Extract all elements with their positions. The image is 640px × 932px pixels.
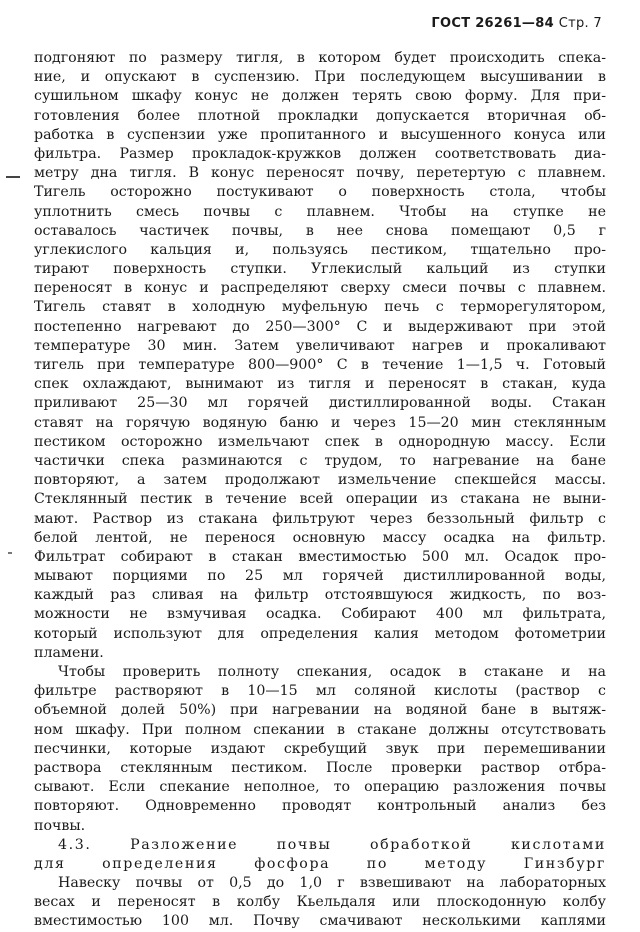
margin-mark	[6, 176, 20, 178]
text-line: ставят на горячую водяную баню и через 15—20 мин стеклянным	[34, 414, 606, 431]
text-line: ние, и опускают в суспензию. При последующем высушивании в	[34, 69, 606, 86]
text-line: раствора стеклянным пестиком. После проверки раствор отбра-	[34, 759, 606, 776]
text-line: частички спека разминаются с трудом, то нагревание на бане	[34, 452, 606, 469]
text-line: Навеску почвы от 0,5 до 1,0 г взвешивают на лабораторных	[58, 875, 606, 892]
text-line: углекислого кальция и, пользуясь пестиком, тщательно про-	[34, 241, 606, 258]
text-line: Фильтрат собирают в стакан вместимостью 500 мл. Осадок про-	[34, 548, 606, 565]
text-line: тигель при температуре 800—900° С в течение 1—1,5 ч. Готовый	[34, 357, 606, 373]
text-line: подгоняют по размеру тигля, в котором будет происходить спека-	[34, 50, 606, 66]
text-line: тирают поверхность ступки. Углекислый кальций из ступки	[34, 261, 606, 278]
text-line: сушильном шкафу конус не должен терять свою форму. Для при-	[34, 88, 606, 105]
text-line: песчинки, которые издают скребущий звук при перемешивании	[34, 740, 606, 757]
text-line: белой лентой, не перенося основную массу осадка на фильтр.	[34, 529, 606, 546]
text-line: приливают 25—30 мл горячей дистиллированной воды. Стакан	[34, 395, 606, 412]
text-line: пламени.	[34, 644, 104, 661]
text-line: мают. Раствор из стакана фильтруют через беззольный фильтр с	[34, 510, 606, 527]
text-line: который используют для определения калия методом фотометрии	[34, 625, 606, 642]
text-line: повторяют, а затем продолжают измельчение спекшейся массы.	[34, 472, 606, 489]
text-line: готовления более плотной прокладки допускается вторичная об-	[34, 107, 606, 124]
text-line: уплотнить смесь почвы с плавнем. Чтобы на ступке не	[34, 203, 606, 220]
text-line: пестиком осторожно измельчают спек в однородную массу. Если	[34, 433, 606, 450]
text-line: фильтра. Размер прокладок-кружков должен соответствовать диа-	[34, 145, 606, 162]
text-line: весах и переносят в колбу Кьельдаля или плоскодонную колбу	[34, 894, 606, 911]
text-line: работка в суспензии уже пропитанного и высушенного конуса или	[34, 126, 606, 143]
margin-tick	[8, 552, 12, 554]
section-heading: для определения фосфора по методу Гинзбург	[34, 855, 606, 872]
body-text	[34, 49, 606, 932]
text-line: сывают. Если спекание неполное, то операцию разложения почвы	[34, 779, 606, 796]
standard-number: ГОСТ 26261—84	[431, 16, 554, 31]
text-line: объемной долей 50%) при нагревании на водяной бане в вытяж-	[34, 702, 606, 719]
text-line: метру дна тигля. В конус переносят почву, перетертую с плавнем.	[34, 165, 606, 182]
text-line: почвы.	[34, 817, 86, 834]
text-line: вместимостью 100 мл. Почву смачивают несколькими каплями	[34, 913, 606, 930]
text-line: переносят в конус и распределяют сверху смеси почвы с плавнем.	[34, 280, 606, 297]
text-line: температуре 30 мин. Затем увеличивают нагрев и прокаливают	[34, 337, 606, 354]
text-line: повторяют. Одновременно проводят контрольный анализ без	[34, 798, 606, 815]
text-line: мывают порциями по 25 мл горячей дистиллированной воды,	[34, 568, 606, 585]
text-line: ном шкафу. При полном спекании в стакане должны отсутствовать	[34, 721, 606, 738]
text-line: Тигель ставят в холодную муфельную печь с терморегулятором,	[34, 299, 606, 316]
text-line: оставалось частичек почвы, в нее снова помещают 0,5 г	[34, 222, 606, 239]
text-line: спек охлаждают, вынимают из тигля и переносят в стакан, куда	[34, 376, 606, 393]
text-line: постепенно нагревают до 250—300° С и выдерживают при этой	[34, 318, 606, 335]
text-line: фильтре растворяют в 10—15 мл соляной кислоты (раствор с	[34, 683, 606, 700]
section-heading: 4.3. Разложение почвы обработкой кислотами	[58, 836, 606, 853]
text-line: Стеклянный пестик в течение всей операции из стакана не выни-	[34, 491, 606, 508]
text-line: можности не взмучивая осадка. Собирают 400 мл фильтрата,	[34, 606, 606, 623]
text-line: Тигель осторожно постукивают о поверхность стола, чтобы	[34, 184, 606, 201]
page-header	[431, 16, 602, 31]
page-number: Стр. 7	[558, 16, 602, 31]
text-line: Чтобы проверить полноту спекания, осадок в стакане и на	[58, 664, 606, 680]
text-line: каждый раз сливая на фильтр отстоявшуюся жидкость, по воз-	[34, 587, 606, 604]
